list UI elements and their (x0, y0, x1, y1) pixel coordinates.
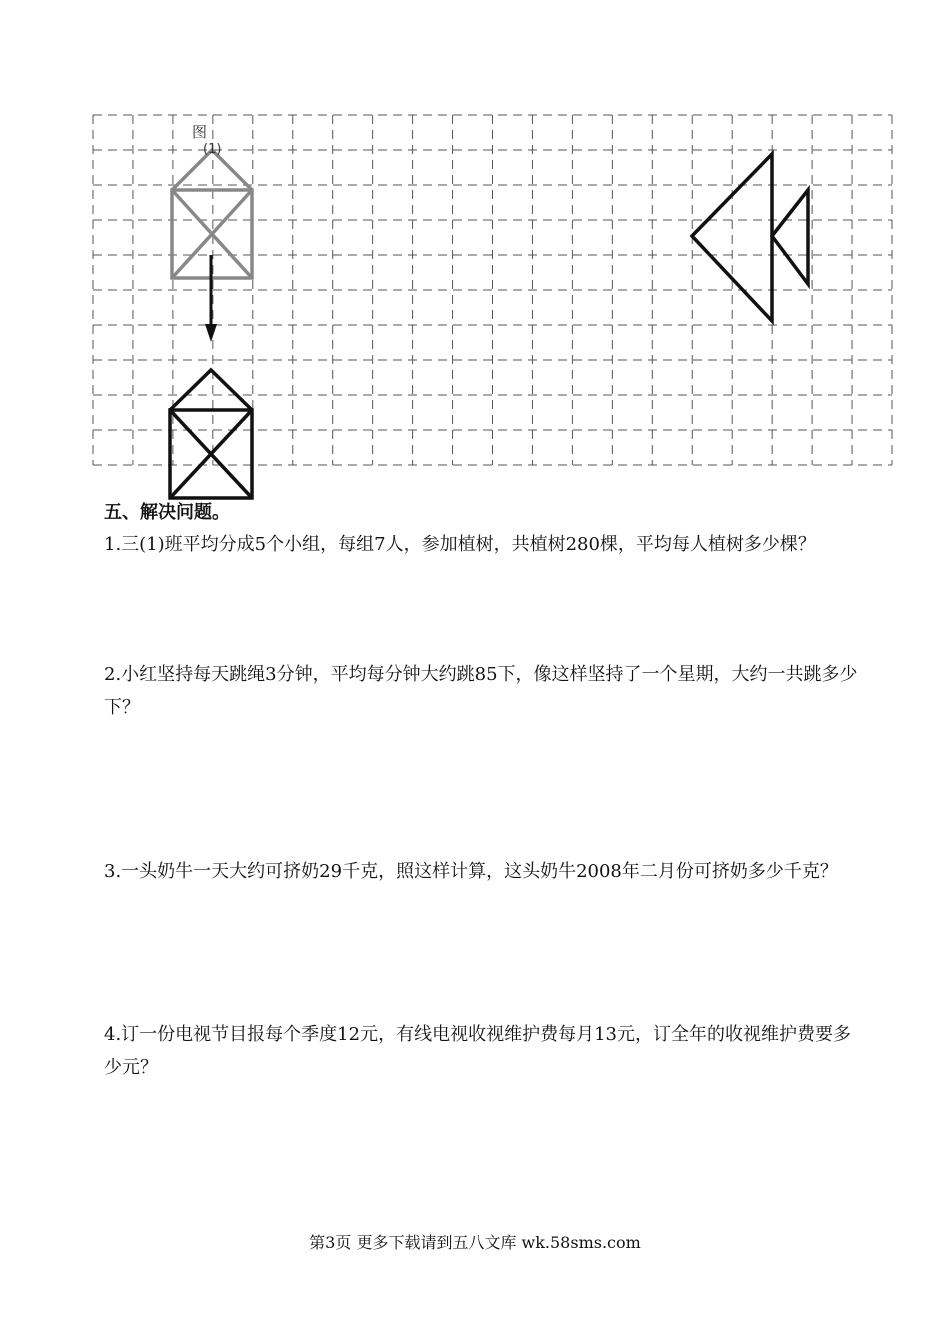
section-title: 五、解决问题。 (104, 502, 230, 523)
question-2: 2.小红坚持每天跳绳3分钟，平均每分钟大约跳85下，像这样坚持了一个星期，大约一共跳多少下？ (104, 664, 858, 718)
translation-arrow (205, 255, 217, 342)
grid-figure (0, 0, 950, 520)
house-figure-translated (170, 370, 252, 498)
question-1: 1.三(1)班平均分成5个小组，每组7人，参加植树，共植树280棵，平均每人植树多少棵？ (104, 534, 816, 555)
figure-caption-label: 图 (192, 123, 208, 141)
triangle-figure (692, 154, 808, 321)
question-4: 4.订一份电视节目报每个季度12元，有线电视收视维护费每月13元，订全年的收视维护费要多少元？ (104, 1024, 851, 1078)
question-3: 3.一头奶牛一天大约可挤奶29千克，照这样计算，这头奶牛2008年二月份可挤奶多少千克？ (104, 861, 838, 882)
figure-caption-number: (1) (203, 142, 222, 157)
page-footer: 第3页 更多下载请到五八文库 wk.58sms.com (309, 1233, 641, 1252)
